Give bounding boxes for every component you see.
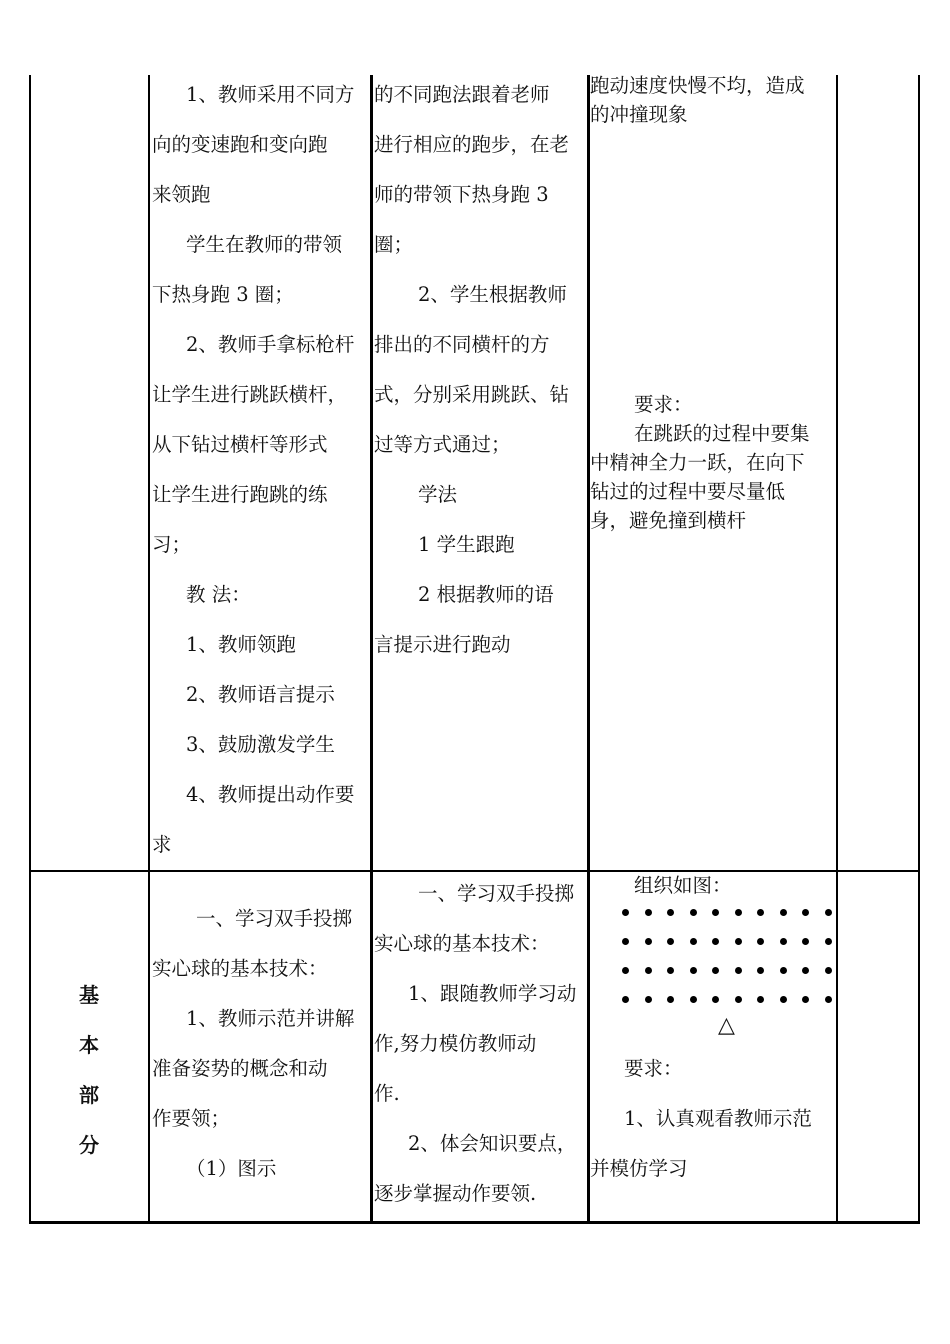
student-dot bbox=[825, 967, 832, 974]
student-dot bbox=[622, 909, 629, 916]
row1-teacher-activities bbox=[152, 70, 354, 870]
text-line: 让学生进行跳跃横杆， bbox=[152, 383, 348, 406]
student-dot bbox=[622, 996, 629, 1003]
text-line: 一、学习双手投掷 bbox=[418, 882, 575, 905]
formation-row bbox=[622, 899, 847, 928]
text-line: 1、跟随教师学习动 bbox=[408, 982, 577, 1005]
text-line: 师的带领下热身跑 3 bbox=[374, 183, 549, 206]
student-dot bbox=[622, 967, 629, 974]
text-line: 下热身跑 3 圈； bbox=[152, 283, 294, 306]
row2-organization-label bbox=[590, 871, 732, 900]
student-dot bbox=[622, 938, 629, 945]
column-divider-2 bbox=[370, 75, 373, 1224]
student-dot bbox=[690, 909, 697, 916]
student-dot bbox=[735, 909, 742, 916]
text-line: （1）图示 bbox=[186, 1157, 277, 1180]
student-dot bbox=[712, 967, 719, 974]
student-dot bbox=[712, 996, 719, 1003]
row1-requirements bbox=[590, 390, 810, 535]
student-dot bbox=[757, 938, 764, 945]
student-dot bbox=[667, 996, 674, 1003]
student-dot bbox=[712, 909, 719, 916]
text-line: 钻过的过程中要尽量低 bbox=[590, 480, 786, 503]
student-dot bbox=[735, 967, 742, 974]
formation-row bbox=[622, 986, 847, 1015]
text-line: 2、教师手拿标枪杆 bbox=[186, 333, 355, 356]
text-line: 向的变速跑和变向跑 bbox=[152, 133, 328, 156]
text-line: 作,努力模仿教师动 bbox=[374, 1032, 537, 1055]
student-dot bbox=[667, 938, 674, 945]
text-line: 在跳跃的过程中要集 bbox=[634, 422, 810, 445]
column-divider-1 bbox=[148, 75, 150, 1224]
text-line: 习； bbox=[152, 533, 192, 556]
section-char: 基 bbox=[79, 983, 99, 1007]
text-line: 作要领； bbox=[152, 1107, 231, 1130]
formation-row bbox=[622, 957, 847, 986]
student-dot bbox=[780, 967, 787, 974]
student-dot bbox=[757, 967, 764, 974]
table-border-bottom bbox=[29, 1221, 920, 1224]
text-line: 3、鼓励激发学生 bbox=[186, 733, 335, 756]
text-line: 过等方式通过； bbox=[374, 433, 511, 456]
organization-label: 组织如图： bbox=[634, 874, 732, 897]
text-line: 中精神全力一跃，在向下 bbox=[590, 451, 805, 474]
text-line: 1、教师采用不同方 bbox=[186, 83, 355, 106]
student-dot bbox=[667, 909, 674, 916]
text-line: 跑动速度快慢不均，造成 bbox=[590, 74, 805, 97]
column-divider-4 bbox=[836, 75, 838, 1224]
text-line: 式，分别采用跳跃、钻 bbox=[374, 383, 570, 406]
student-dot bbox=[802, 996, 809, 1003]
student-dot bbox=[690, 967, 697, 974]
text-line: 学法 bbox=[418, 483, 458, 506]
text-line: 1、教师示范并讲解 bbox=[186, 1007, 355, 1030]
text-line: 并模仿学习 bbox=[590, 1157, 688, 1180]
text-line: 教 法： bbox=[186, 583, 251, 606]
text-line: 的冲撞现象 bbox=[590, 103, 688, 126]
teacher-triangle-icon: △ bbox=[718, 1013, 735, 1038]
section-char: 分 bbox=[79, 1133, 99, 1157]
text-line: 作. bbox=[374, 1082, 400, 1105]
text-line: 实心球的基本技术： bbox=[152, 957, 328, 980]
text-line: 2、体会知识要点， bbox=[408, 1132, 577, 1155]
formation-diagram bbox=[622, 899, 847, 1015]
text-line: 学生在教师的带领 bbox=[186, 233, 343, 256]
student-dot bbox=[825, 938, 832, 945]
student-dot bbox=[802, 967, 809, 974]
text-line: 1 学生跟跑 bbox=[418, 533, 515, 556]
section-label-basic-part bbox=[30, 970, 148, 1170]
requirements-label: 要求： bbox=[634, 393, 693, 416]
student-dot bbox=[780, 938, 787, 945]
text-line: 进行相应的跑步，在老 bbox=[374, 133, 570, 156]
formation-row bbox=[622, 928, 847, 957]
student-dot bbox=[645, 996, 652, 1003]
text-line: 实心球的基本技术： bbox=[374, 932, 550, 955]
text-line: 求 bbox=[152, 833, 172, 856]
student-dot bbox=[825, 909, 832, 916]
text-line: 2、学生根据教师 bbox=[418, 283, 567, 306]
student-dot bbox=[780, 909, 787, 916]
text-line: 身，避免撞到横杆 bbox=[590, 509, 747, 532]
text-line: 来领跑 bbox=[152, 183, 211, 206]
text-line: 让学生进行跑跳的练 bbox=[152, 483, 328, 506]
student-dot bbox=[645, 938, 652, 945]
text-line: 的不同跑法跟着老师 bbox=[374, 83, 550, 106]
text-line: 排出的不同横杆的方 bbox=[374, 333, 550, 356]
text-line: 言提示进行跑动 bbox=[374, 633, 511, 656]
text-line: 逐步掌握动作要领. bbox=[374, 1182, 537, 1205]
requirements-label: 要求： bbox=[624, 1057, 683, 1080]
text-line: 准备姿势的概念和动 bbox=[152, 1057, 328, 1080]
text-line: 4、教师提出动作要 bbox=[186, 783, 355, 806]
student-dot bbox=[825, 996, 832, 1003]
row1-notes-top bbox=[590, 71, 805, 129]
student-dot bbox=[780, 996, 787, 1003]
row2-requirements bbox=[590, 1044, 812, 1194]
student-dot bbox=[757, 909, 764, 916]
text-line: 从下钻过横杆等形式 bbox=[152, 433, 328, 456]
student-dot bbox=[645, 909, 652, 916]
student-dot bbox=[667, 967, 674, 974]
section-char: 部 bbox=[79, 1083, 99, 1107]
row2-teacher-activities bbox=[152, 894, 354, 1194]
text-line: 2、教师语言提示 bbox=[186, 683, 335, 706]
student-dot bbox=[802, 938, 809, 945]
row2-student-activities bbox=[374, 869, 576, 1219]
row1-student-activities bbox=[374, 70, 569, 670]
student-dot bbox=[645, 967, 652, 974]
student-dot bbox=[690, 938, 697, 945]
student-dot bbox=[712, 938, 719, 945]
table-border-right bbox=[918, 75, 920, 1224]
student-dot bbox=[690, 996, 697, 1003]
text-line: 1、教师领跑 bbox=[186, 633, 296, 656]
section-char: 本 bbox=[79, 1033, 99, 1057]
text-line: 2 根据教师的语 bbox=[418, 583, 554, 606]
text-line: 一、学习双手投掷 bbox=[196, 907, 353, 930]
student-dot bbox=[735, 996, 742, 1003]
text-line: 1、认真观看教师示范 bbox=[624, 1107, 812, 1130]
student-dot bbox=[735, 938, 742, 945]
student-dot bbox=[802, 909, 809, 916]
text-line: 圈； bbox=[374, 233, 414, 256]
student-dot bbox=[757, 996, 764, 1003]
